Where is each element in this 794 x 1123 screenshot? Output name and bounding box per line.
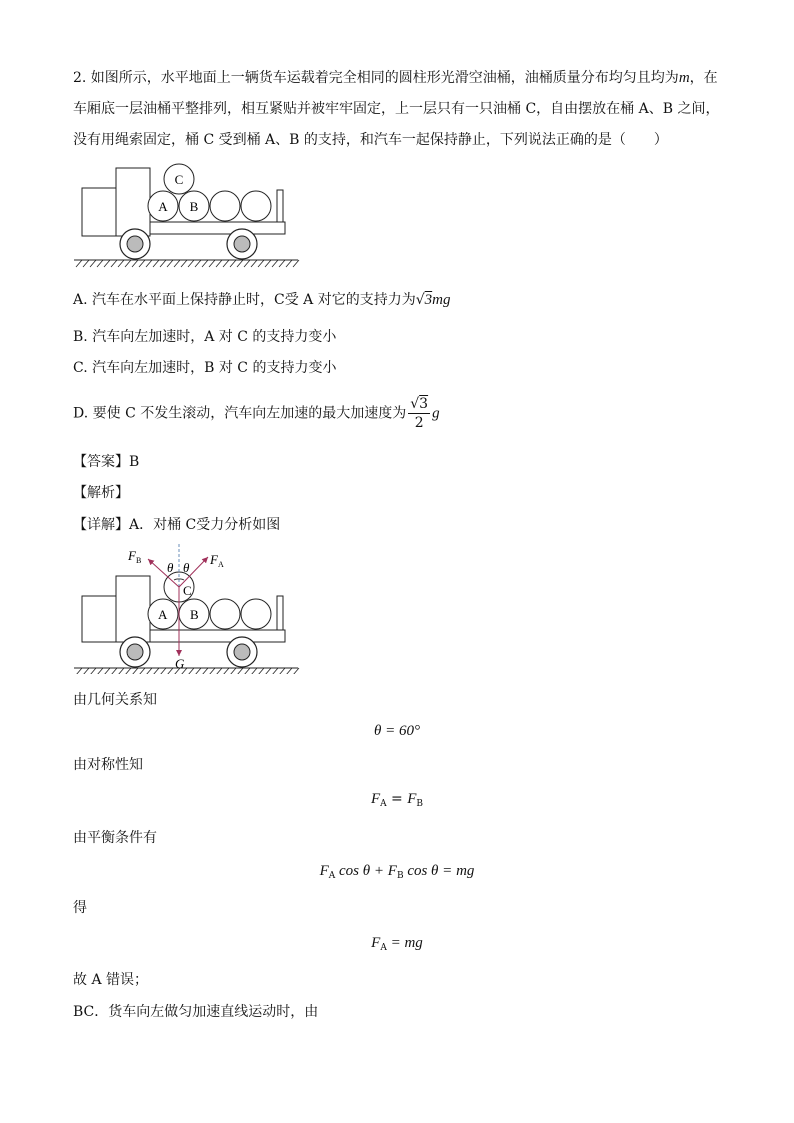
hatch-mark <box>195 260 201 267</box>
hatch-mark <box>223 260 229 267</box>
analysis-label: 【解析】 <box>73 485 129 501</box>
hatch-mark <box>244 668 250 674</box>
ground-hatching <box>76 668 299 674</box>
hatch-mark <box>237 260 243 267</box>
hatch-mark <box>167 260 173 267</box>
hatch-mark <box>216 260 222 267</box>
hatch-mark <box>76 260 82 267</box>
question-line-1 <box>73 68 718 88</box>
barrel <box>210 191 240 221</box>
hatch-mark <box>223 668 229 674</box>
hatch-mark <box>125 668 131 674</box>
question-line-2: 车厢底一层油桶平整排列，相互紧贴并被牢牢固定，上一层只有一只油桶 C，自由摆放在桶 A、B 之间， <box>73 101 720 117</box>
hatch-mark <box>230 260 236 267</box>
option-a: A. 汽车在水平面上保持静止时，C受 A 对它的支持力为√3mg <box>73 292 451 308</box>
label-theta-right: θ <box>183 560 190 575</box>
label-a: A <box>158 199 168 214</box>
hatch-mark <box>90 668 96 674</box>
hatch-mark <box>216 668 222 674</box>
wheel-front-hub <box>234 644 250 660</box>
equation-symmetry: $F_A = F_B$ <box>370 791 424 809</box>
truck-tailgate <box>277 596 283 630</box>
label-b: B <box>190 607 199 622</box>
hatch-mark <box>104 260 110 267</box>
hatch-mark <box>272 668 278 674</box>
bc-analysis-text: BC．货车向左做匀加速直线运动时，由 <box>73 1004 319 1020</box>
hatch-mark <box>160 260 166 267</box>
hatch-mark <box>230 668 236 674</box>
hatch-mark <box>181 260 187 267</box>
hatch-mark <box>139 260 145 267</box>
hatch-mark <box>237 668 243 674</box>
geometry-text: 由几何关系知 <box>73 692 157 708</box>
question-line-3: 没有用绳索固定，桶 C 受到桶 A、B 的支持，和汽车一起保持静止，下列说法正确的是（ ） <box>73 132 668 148</box>
mass-variable: m <box>678 70 690 86</box>
label-c: C <box>183 583 192 598</box>
answer-value: B <box>129 454 140 470</box>
hatch-mark <box>258 260 264 267</box>
fraction: $\frac{√3}{2}$ <box>410 396 429 431</box>
hatch-mark <box>97 260 103 267</box>
hatch-mark <box>160 668 166 674</box>
balance-text: 由平衡条件有 <box>73 830 157 846</box>
truck-cab-back <box>82 596 116 642</box>
option-b: B. 汽车向左加速时，A 对 C 的支持力变小 <box>73 329 337 345</box>
hatch-mark <box>279 668 285 674</box>
hatch-mark <box>139 668 145 674</box>
detail-line: 【详解】A．对桶 C受力分析如图 <box>73 517 281 533</box>
conclusion-a: 故 A 错误； <box>73 972 149 988</box>
equation-theta: θ = 60° <box>374 723 420 739</box>
equation-balance: $F_A$ $\cos \theta + F_B$ cos θ = mg <box>319 863 475 881</box>
symmetry-text: 由对称性知 <box>73 757 143 773</box>
wheel-rear-hub <box>127 644 143 660</box>
barrel <box>241 599 271 629</box>
hatch-mark <box>111 668 117 674</box>
ground-hatching <box>76 260 299 267</box>
label-theta-left: θ <box>167 560 174 575</box>
hatch-mark <box>244 260 250 267</box>
hatch-mark <box>286 260 292 267</box>
label-fb: $F_B$ <box>128 548 142 565</box>
hatch-mark <box>195 668 201 674</box>
barrel <box>241 191 271 221</box>
hatch-mark <box>286 668 292 674</box>
label-b: B <box>189 199 199 214</box>
label-c: C <box>174 172 184 187</box>
hatch-mark <box>251 260 257 267</box>
hatch-mark <box>132 260 138 267</box>
hatch-mark <box>251 668 257 674</box>
label-fa: $F_A$ <box>210 552 224 569</box>
hatch-mark <box>83 260 89 267</box>
truck-cab-back <box>82 188 116 236</box>
truck-tailgate <box>277 190 283 222</box>
hatch-mark <box>202 668 208 674</box>
option-c: C. 汽车向左加速时，B 对 C 的支持力变小 <box>73 360 337 376</box>
truck-figure-1 <box>70 160 305 272</box>
hatch-mark <box>202 260 208 267</box>
hatch-mark <box>167 668 173 674</box>
truck-cab-front <box>116 168 150 236</box>
hatch-mark <box>132 668 138 674</box>
hatch-mark <box>293 260 299 267</box>
hatch-mark <box>209 668 215 674</box>
wheel-front-hub <box>234 236 250 252</box>
hatch-mark <box>272 260 278 267</box>
hatch-mark <box>279 260 285 267</box>
truck-bed <box>150 222 285 234</box>
hatch-mark <box>258 668 264 674</box>
hatch-mark <box>188 668 194 674</box>
answer-line <box>73 452 139 472</box>
truck-bed <box>150 630 285 642</box>
equation-result: $F_A$ = mg <box>371 935 423 953</box>
hatch-mark <box>90 260 96 267</box>
barrel <box>210 599 240 629</box>
label-g: G <box>175 656 185 671</box>
hatch-mark <box>76 668 82 674</box>
question-text-end: ，在 <box>689 70 718 86</box>
hatch-mark <box>188 260 194 267</box>
wheel-rear-hub <box>127 236 143 252</box>
hatch-mark <box>153 260 159 267</box>
hatch-mark <box>265 668 271 674</box>
hatch-mark <box>293 668 299 674</box>
hatch-mark <box>153 668 159 674</box>
answer-label: 【答案】 <box>73 454 129 470</box>
truck-cab-front <box>116 576 150 642</box>
hatch-mark <box>118 260 124 267</box>
result-text: 得 <box>73 900 87 916</box>
hatch-mark <box>146 668 152 674</box>
option-d: D. 要使 C 不发生滚动，汽车向左加速的最大加速度为 $\frac{√3}{2}$ g <box>73 396 440 431</box>
hatch-mark <box>265 260 271 267</box>
hatch-mark <box>111 260 117 267</box>
hatch-mark <box>104 668 110 674</box>
hatch-mark <box>174 260 180 267</box>
question-text: 2. 如图所示，水平地面上一辆货车运载着完全相同的圆柱形光滑空油桶，油桶质量分布均匀且均为 <box>73 70 679 86</box>
hatch-mark <box>97 668 103 674</box>
hatch-mark <box>146 260 152 267</box>
hatch-mark <box>209 260 215 267</box>
label-a: A <box>158 607 168 622</box>
hatch-mark <box>118 668 124 674</box>
force-analysis-figure <box>70 544 305 674</box>
hatch-mark <box>83 668 89 674</box>
hatch-mark <box>125 260 131 267</box>
